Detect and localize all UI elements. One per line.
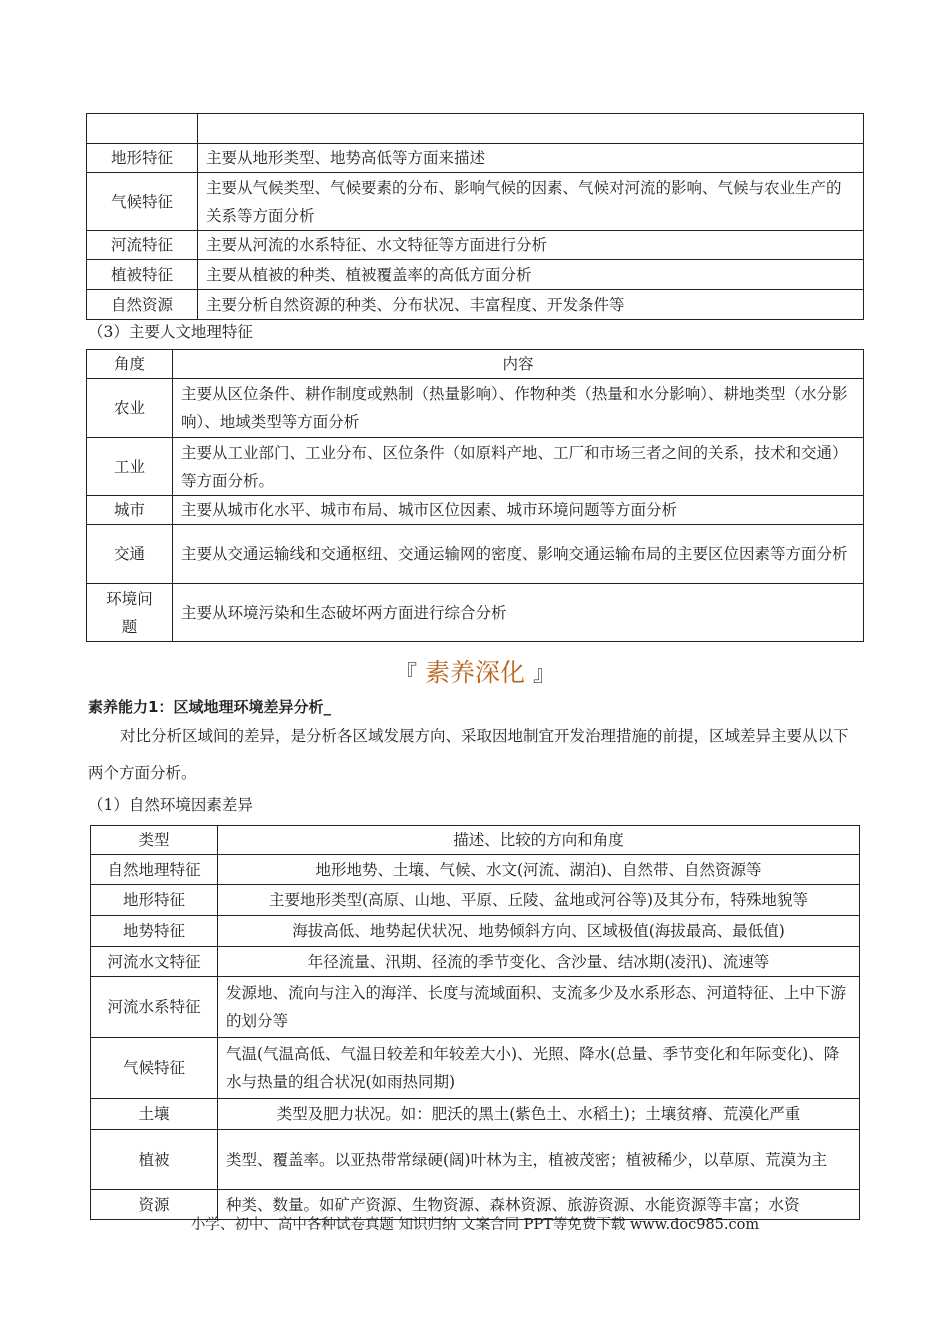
natural-differences-table	[90, 825, 860, 1220]
row-label: 植被特征	[87, 260, 198, 290]
row-label: 植被	[91, 1130, 218, 1190]
row-label: 自然地理特征	[91, 855, 218, 885]
header-cell: 类型	[91, 826, 218, 855]
row-content: 类型及肥力状况。如：肥沃的黑土(紫色土、水稻土)；土壤贫瘠、荒漠化严重	[218, 1099, 860, 1130]
row-content: 主要从城市化水平、城市布局、城市区位因素、城市环境问题等方面分析	[173, 496, 864, 525]
header-cell: 角度	[87, 350, 173, 379]
table-row	[87, 144, 864, 173]
row-content: 种类、数量。如矿产资源、生物资源、森林资源、旅游资源、水能资源等丰富；水资	[218, 1190, 860, 1220]
row-content: 主要从地形类型、地势高低等方面来描述	[198, 144, 864, 173]
row-label: 河流特征	[87, 231, 198, 260]
header-cell	[198, 114, 864, 144]
table-row	[91, 1038, 860, 1099]
row-label: 资源	[91, 1190, 218, 1220]
row-label: 地形特征	[87, 144, 198, 173]
row-content: 主要从河流的水系特征、水文特征等方面进行分析	[198, 231, 864, 260]
table-row	[91, 1130, 860, 1190]
row-content: 发源地、流向与注入的海洋、长度与流域面积、支流多少及水系形态、河道特征、上中下游的划分等	[218, 977, 860, 1038]
table-row	[91, 855, 860, 885]
header-cell	[87, 114, 198, 144]
row-label: 河流水系特征	[91, 977, 218, 1038]
table-row	[91, 916, 860, 947]
table-row	[87, 260, 864, 290]
row-label: 气候特征	[87, 173, 198, 231]
row-content: 主要从植被的种类、植被覆盖率的高低方面分析	[198, 260, 864, 290]
section-title: （3）主要人文地理特征	[88, 323, 253, 341]
row-label: 气候特征	[91, 1038, 218, 1099]
bracket-right: 』	[532, 662, 555, 687]
row-content: 主要从区位条件、耕作制度或熟制（热量影响）、作物种类（热量和水分影响）、耕地类型（水分影响）、地域类型等方面分析	[173, 379, 864, 438]
row-content: 主要地形类型(高原、山地、平原、丘陵、盆地或河谷等)及其分布，特殊地貌等	[218, 885, 860, 916]
table-header-row	[91, 826, 860, 855]
row-content: 主要从交通运输线和交通枢纽、交通运输网的密度、影响交通运输布局的主要区位因素等方面分析	[173, 525, 864, 584]
row-content: 类型、覆盖率。以亚热带常绿硬(阔)叶林为主，植被茂密；植被稀少，以草原、荒漠为主	[218, 1130, 860, 1190]
table-row	[91, 947, 860, 977]
human-features-table	[86, 349, 864, 642]
table-row	[87, 173, 864, 231]
row-content: 主要从气候类型、气候要素的分布、影响气候的因素、气候对河流的影响、气候与农业生产的关系等方面分析	[198, 173, 864, 231]
table-row	[91, 885, 860, 916]
row-content: 主要从环境污染和生态破坏两方面进行综合分析	[173, 584, 864, 642]
table-row	[91, 1099, 860, 1130]
table-row	[87, 290, 864, 320]
row-content: 海拔高低、地势起伏状况、地势倾斜方向、区域极值(海拔最高、最低值)	[218, 916, 860, 947]
row-content: 年径流量、汛期、径流的季节变化、含沙量、结冰期(凌汛)、流速等	[218, 947, 860, 977]
bracket-left: 『	[395, 662, 418, 687]
row-label: 交通	[87, 525, 173, 584]
intro-paragraph: 对比分析区域间的差异，是分析各区域发展方向、采取因地制宜开发治理措施的前提，区域差异主要从以下两个方面分析。	[88, 727, 849, 782]
table-row	[87, 525, 864, 584]
page-footer: 小学、初中、高中各种试卷真题 知识归纳 文案合同 PPT等免费下载 www.doc985.com	[190, 1217, 760, 1233]
row-label: 工业	[87, 438, 173, 496]
row-content: 气温(气温高低、气温日较差和年较差大小)、光照、降水(总量、季节变化和年际变化)、降水与热量的组合状况(如雨热同期)	[218, 1038, 860, 1099]
table-row	[87, 379, 864, 438]
table-row	[87, 231, 864, 260]
row-label: 城市	[87, 496, 173, 525]
row-content: 主要分析自然资源的种类、分布状况、丰富程度、开发条件等	[198, 290, 864, 320]
table-row	[91, 977, 860, 1038]
section-heading	[0, 656, 950, 692]
table-row	[87, 438, 864, 496]
header-cell: 内容	[173, 350, 864, 379]
row-label: 河流水文特征	[91, 947, 218, 977]
table-header-row	[87, 350, 864, 379]
row-content: 主要从工业部门、工业分布、区位条件（如原料产地、工厂和市场三者之间的关系，技术和交通）等方面分析。	[173, 438, 864, 496]
ability-title: 素养能力1：区域地理环境差异分析_	[88, 698, 331, 716]
row-label: 地势特征	[91, 916, 218, 947]
heading-title: 素养深化	[424, 658, 525, 687]
row-label: 自然资源	[87, 290, 198, 320]
row-content: 地形地势、土壤、气候、水文(河流、湖泊)、自然带、自然资源等	[218, 855, 860, 885]
natural-features-table	[86, 113, 864, 320]
row-label: 环境问题	[87, 584, 173, 642]
sub-title: （1）自然环境因素差异	[88, 796, 253, 814]
row-label: 农业	[87, 379, 173, 438]
row-label: 地形特征	[91, 885, 218, 916]
table-row	[87, 496, 864, 525]
table-row	[87, 584, 864, 642]
row-label: 土壤	[91, 1099, 218, 1130]
header-cell: 描述、比较的方向和角度	[218, 826, 860, 855]
table-header-row	[87, 114, 864, 144]
